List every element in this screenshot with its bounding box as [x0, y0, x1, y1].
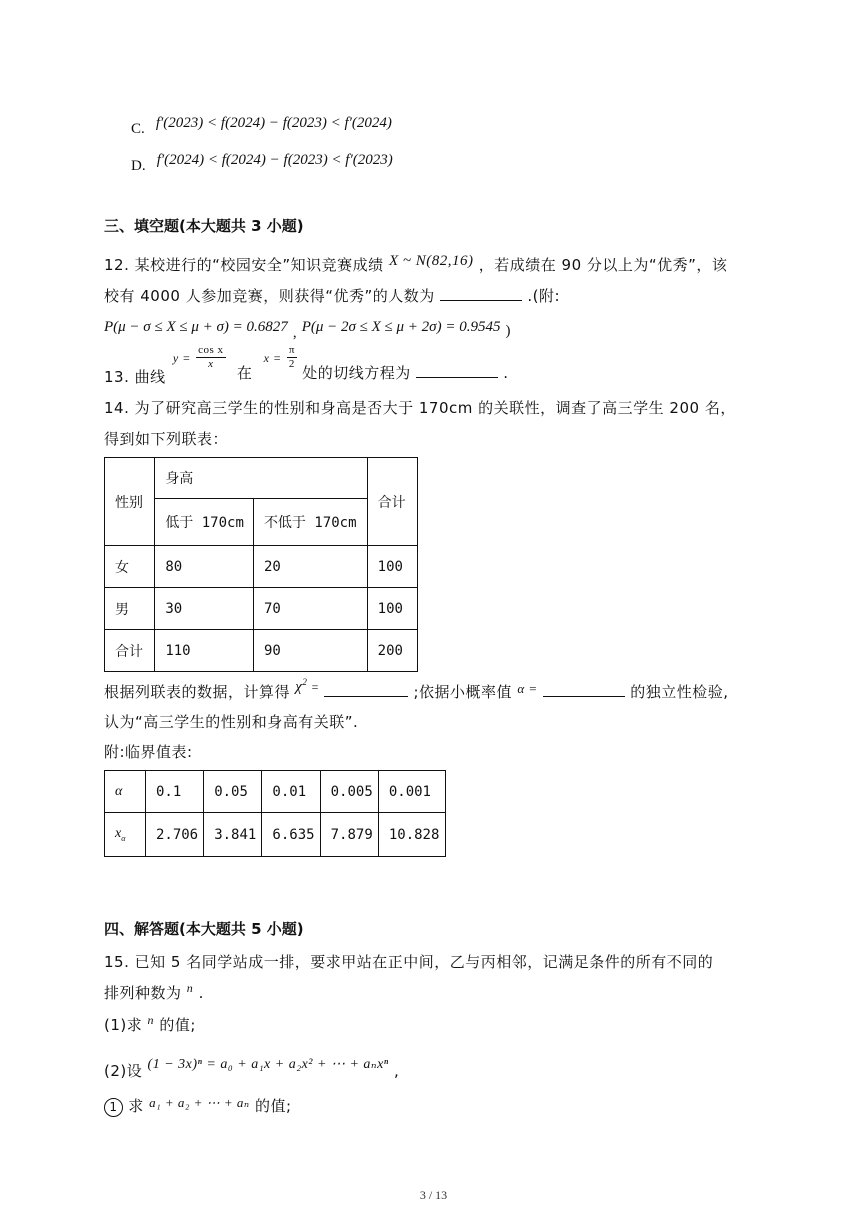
q12-prob2: P(μ − 2σ ≤ X ≤ μ + 2σ) = 0.9545 — [301, 319, 501, 335]
q14-conclusion — [104, 677, 729, 702]
header-below-170: 低于 170cm — [155, 499, 254, 546]
critical-value-cell: 6.635 — [262, 813, 320, 857]
q13-frac-den: x — [208, 358, 214, 370]
q13-x-den: 2 — [288, 358, 295, 370]
q15-p2-expression: (1 − 3x)ⁿ = a₀ + a₁x + a₂x² + ⋯ + aₙxⁿ — [147, 1057, 389, 1072]
q12-distribution: X ~ N(82,16) — [388, 253, 474, 269]
cell-high: 90 — [253, 630, 367, 672]
q12-text-d: .(附: — [527, 287, 561, 305]
option-d-expression: f′(2024) < f(2024) − f(2023) < f′(2023) — [156, 152, 393, 168]
q15-line2 — [104, 982, 204, 1003]
q15-p3-expression: a₁ + a₂ + ⋯ + aₙ — [149, 1095, 250, 1110]
q13-line — [104, 344, 509, 386]
q15-p2-b: , — [393, 1062, 400, 1080]
q15-part2 — [104, 1052, 400, 1080]
alpha-cell: 0.001 — [378, 771, 445, 813]
q12-answer-blank — [440, 285, 522, 301]
header-height: 身高 — [155, 458, 367, 499]
q15-p1-a: (1)求 — [104, 1016, 143, 1034]
q14-conc-b: ;依据小概率值 — [413, 683, 513, 701]
q13-suffix: 处的切线方程为 — [302, 364, 411, 382]
q14-line1: 14. 为了研究高三学生的性别和身高是否大于 170cm 的关联性，调查了高三学生 200 名， — [104, 399, 736, 417]
critical-value-cell: 3.841 — [204, 813, 262, 857]
table-row — [105, 546, 418, 588]
q13-x-num: π — [288, 344, 295, 356]
q15-part1 — [104, 1014, 196, 1035]
q15-text-b: . — [198, 984, 204, 1002]
cell-total: 100 — [367, 588, 417, 630]
critical-value-cell: 7.879 — [320, 813, 378, 857]
option-d — [131, 149, 393, 174]
table-row — [105, 813, 446, 857]
q12-line2 — [104, 285, 560, 306]
q15-subpart1 — [104, 1091, 292, 1113]
q13-y-eq: y = — [172, 351, 191, 365]
row-label: 男 — [105, 588, 155, 630]
q14-conc-a: 根据列联表的数据，计算得 — [104, 683, 291, 701]
q13-prefix: 13. 曲线 — [104, 368, 166, 386]
q14-appendix: 附:临界值表: — [104, 743, 193, 761]
page-number: 3 / 13 — [419, 1188, 448, 1202]
table-row — [105, 630, 418, 672]
header-gender: 性别 — [105, 458, 155, 546]
section-4-heading: 四、解答题(本大题共 5 小题) — [104, 920, 304, 938]
cell-low: 80 — [155, 546, 254, 588]
cell-total: 100 — [367, 546, 417, 588]
q15-p2-a: (2)设 — [104, 1062, 143, 1080]
alpha-cell: 0.1 — [145, 771, 203, 813]
circled-one-marker: 1 — [104, 1098, 123, 1117]
q12-line1 — [104, 254, 727, 275]
q12-text-c: 校有 4000 人参加竞赛，则获得“优秀”的人数为 — [104, 287, 435, 305]
header-not-below-170: 不低于 170cm — [253, 499, 367, 546]
contingency-table — [104, 457, 418, 672]
option-c — [131, 112, 392, 137]
q15-p3-a: 求 — [128, 1097, 144, 1115]
x-alpha-label: $x_\alpha$ — [105, 813, 146, 857]
q15-line1: 15. 已知 5 名同学站成一排，要求甲站在正中间，乙与丙相邻，记满足条件的所有不同的 — [104, 953, 714, 971]
q14-chi-symbol: $\chi^2$ = — [295, 677, 319, 695]
q14-alpha-blank — [543, 681, 625, 697]
cell-low: 110 — [155, 630, 254, 672]
q14-conc-c: 的独立性检验, — [630, 683, 729, 701]
alpha-label: α — [105, 771, 146, 813]
q15-n: n — [186, 981, 194, 995]
q13-x-fraction — [287, 344, 297, 371]
q12-sep: , — [292, 325, 297, 341]
q12-text-b: ，若成绩在 90 分以上为“优秀”，该 — [478, 256, 728, 274]
q14-chi-blank — [324, 681, 408, 697]
section-3-heading: 三、填空题(本大题共 3 小题) — [104, 217, 304, 235]
q12-close: ) — [505, 323, 511, 339]
q12-line3 — [104, 316, 511, 341]
critical-value-cell: 2.706 — [145, 813, 203, 857]
option-c-label: C. — [131, 121, 145, 137]
q13-answer-blank — [416, 362, 498, 378]
q12-prob1: P(μ − σ ≤ X ≤ μ + σ) = 0.6827 — [104, 319, 288, 335]
option-c-expression: f′(2023) < f(2024) − f(2023) < f′(2024) — [155, 115, 392, 131]
table-row — [105, 588, 418, 630]
q13-frac-num: cos x — [198, 344, 224, 356]
q15-p1-b: 的值; — [159, 1016, 196, 1034]
alpha-cell: 0.05 — [204, 771, 262, 813]
q14-line2: 得到如下列联表： — [104, 430, 229, 448]
option-d-label: D. — [131, 158, 146, 174]
q13-x-eq: x = — [263, 351, 282, 365]
q13-at: 在 — [236, 364, 253, 382]
critical-value-cell: 10.828 — [378, 813, 445, 857]
cell-low: 30 — [155, 588, 254, 630]
cell-high: 20 — [253, 546, 367, 588]
cell-high: 70 — [253, 588, 367, 630]
alpha-cell: 0.005 — [320, 771, 378, 813]
row-label: 合计 — [105, 630, 155, 672]
critical-value-table — [104, 770, 446, 857]
table-row — [105, 771, 446, 813]
q15-p3-b: 的值; — [254, 1097, 292, 1115]
header-total: 合计 — [367, 458, 417, 546]
alpha-cell: 0.01 — [262, 771, 320, 813]
q13-fraction — [196, 344, 225, 371]
q14-alpha-eq: α = — [517, 681, 538, 696]
cell-total: 200 — [367, 630, 417, 672]
q12-text-a: 12. 某校进行的“校园安全”知识竞赛成绩 — [104, 256, 384, 274]
q13-end: . — [503, 364, 509, 382]
q15-p1-n: n — [147, 1013, 155, 1027]
row-label: 女 — [105, 546, 155, 588]
q14-line4: 认为“高三学生的性别和身高有关联”. — [104, 713, 359, 731]
q15-text-a: 排列种数为 — [104, 984, 182, 1002]
